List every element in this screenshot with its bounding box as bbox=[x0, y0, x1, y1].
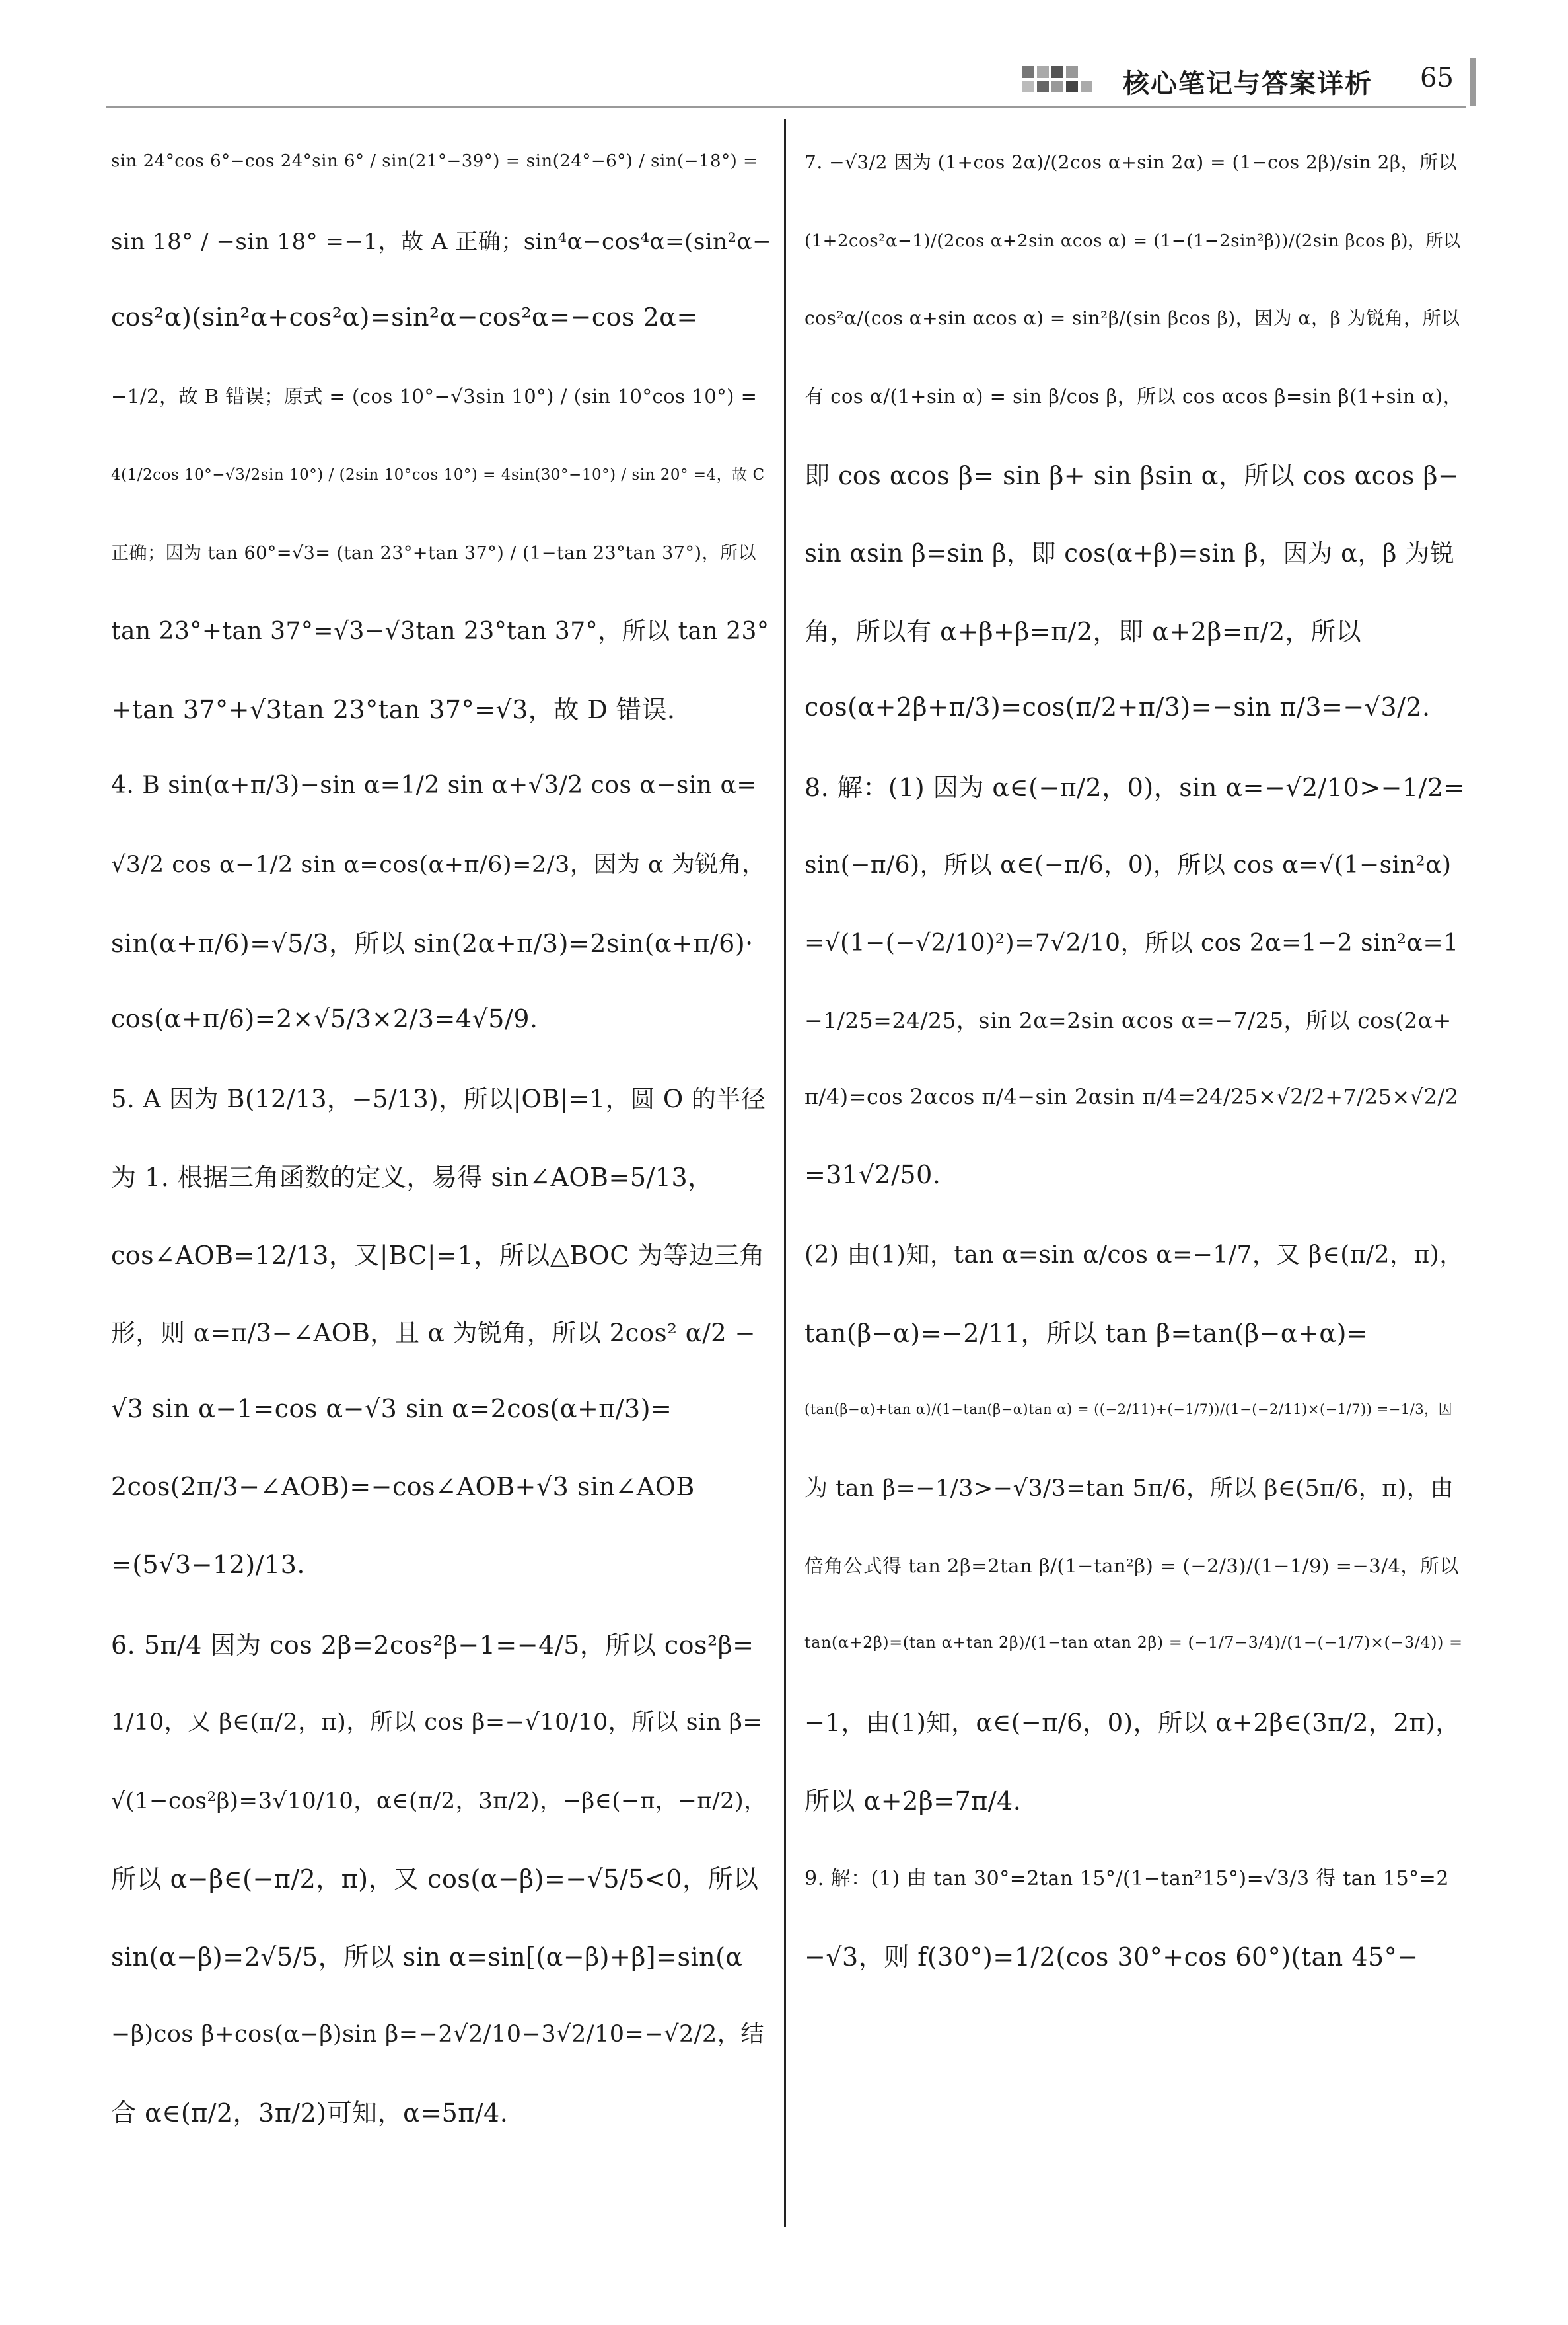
text-line: −1，由(1)知，α∈(−π/6，0)，所以 α+2β∈(3π/2，2π)， bbox=[804, 1709, 1460, 1737]
text-line: √3/2 cos α−1/2 sin α=cos(α+π/6)=2/3，因为 α 为锐角， bbox=[111, 852, 766, 878]
text-line: sin αsin β=sin β，即 cos(α+β)=sin β，因为 α，β 为锐 bbox=[804, 539, 1455, 568]
text-line: tan 23°+tan 37°=√3−√3tan 23°tan 37°，所以 tan 23° bbox=[111, 617, 769, 645]
text-line: sin(−π/6)，所以 α∈(−π/6，0)，所以 cos α=√(1−sin²α) bbox=[804, 851, 1452, 879]
text-line: 7. −√3/2 因为 (1+cos 2α)/(2cos α+sin 2α) = (1−cos 2β)/sin 2β，所以 bbox=[804, 151, 1458, 173]
text-line: sin(α−β)=2√5/5，所以 sin α=sin[(α−β)+β]=sin(α bbox=[111, 1942, 743, 1972]
text-line: −1/25=24/25，sin 2α=2sin αcos α=−7/25，所以 cos(2α+ bbox=[804, 1007, 1452, 1033]
right-column bbox=[804, 122, 1465, 1993]
text-line: 1/10，又 β∈(π/2，π)，所以 cos β=−√10/10，所以 sin β= bbox=[111, 1709, 763, 1736]
text-line: tan(α+2β)=(tan α+tan 2β)/(1−tan αtan 2β) = (−1/7−3/4)/(1−(−1/7)×(−3/4)) = bbox=[804, 1633, 1463, 1652]
text-line: 有 cos α/(1+sin α) = sin β/cos β，所以 cos αcos β=sin β(1+sin α)， bbox=[804, 385, 1463, 408]
text-line: 即 cos αcos β= sin β+ sin βsin α，所以 cos αcos β− bbox=[804, 461, 1460, 490]
column-divider bbox=[784, 119, 786, 2227]
page-number: 65 bbox=[1420, 63, 1454, 93]
text-line: tan(β−α)=−2/11，所以 tan β=tan(β−α+α)= bbox=[804, 1318, 1369, 1348]
left-column bbox=[111, 122, 771, 2149]
text-line: 合 α∈(π/2，3π/2)可知，α=5π/4. bbox=[111, 2098, 509, 2127]
header-title: 核心笔记与答案详析 bbox=[1123, 69, 1372, 99]
text-line: =√(1−(−√2/10)²)=7√2/10，所以 cos 2α=1−2 sin²α=1 bbox=[804, 929, 1459, 957]
text-line: 为 1. 根据三角函数的定义，易得 sin∠AOB=5/13， bbox=[111, 1162, 713, 1192]
text-line: (1+2cos²α−1)/(2cos α+2sin αcos α) = (1−(1−2sin²β))/(2sin βcos β)，所以 bbox=[804, 231, 1461, 251]
text-line: √(1−cos²β)=3√10/10，α∈(π/2，3π/2)，−β∈(−π，−π/2)， bbox=[111, 1787, 767, 1814]
text-line: √3 sin α−1=cos α−√3 sin α=2cos(α+π/3)= bbox=[111, 1394, 672, 1423]
header-logo-grid-icon bbox=[1022, 61, 1102, 100]
text-line: +tan 37°+√3tan 23°tan 37°=√3，故 D 错误. bbox=[111, 694, 676, 724]
text-line: 6. 5π/4 因为 cos 2β=2cos²β−1=−4/5，所以 cos²β= bbox=[111, 1630, 754, 1660]
text-line: sin(α+π/6)=√5/3，所以 sin(2α+π/3)=2sin(α+π/6)· bbox=[111, 928, 754, 958]
text-line: 正确；因为 tan 60°=√3= (tan 23°+tan 37°) / (1−tan 23°tan 37°)，所以 bbox=[111, 542, 756, 564]
text-line: =31√2/50. bbox=[804, 1160, 941, 1189]
text-line: sin 18° / −sin 18° =−1，故 A 正确；sin⁴α−cos⁴α=(sin²α− bbox=[111, 228, 771, 255]
text-line: 所以 α−β∈(−π/2，π)，又 cos(α−β)=−√5/5<0，所以 bbox=[111, 1864, 759, 1894]
text-line: 5. A 因为 B(12/13，−5/13)，所以|OB|=1，圆 O 的半径 bbox=[111, 1085, 766, 1113]
text-line: cos²α)(sin²α+cos²α)=sin²α−cos²α=−cos 2α= bbox=[111, 303, 698, 332]
text-line: 倍角公式得 tan 2β=2tan β/(1−tan²β) = (−2/3)/(1−1/9) =−3/4，所以 bbox=[804, 1554, 1459, 1577]
text-line: cos²α/(cos α+sin αcos α) = sin²β/(sin βcos β)，因为 α，β 为锐角，所以 bbox=[804, 307, 1460, 329]
text-line: 8. 解：(1) 因为 α∈(−π/2，0)，sin α=−√2/10>−1/2= bbox=[804, 772, 1465, 802]
text-line: cos∠AOB=12/13，又|BC|=1，所以△BOC 为等边三角 bbox=[111, 1240, 765, 1270]
text-line: −√3，则 f(30°)=1/2(cos 30°+cos 60°)(tan 45°− bbox=[804, 1942, 1419, 1972]
text-line: 形，则 α=π/3−∠AOB，且 α 为锐角，所以 2cos² α/2 − bbox=[111, 1319, 756, 1347]
text-line: 为 tan β=−1/3>−√3/3=tan 5π/6，所以 β∈(5π/6，π)，由 bbox=[804, 1475, 1454, 1502]
text-line: sin 24°cos 6°−cos 24°sin 6° / sin(21°−39°) = sin(24°−6°) / sin(−18°) = bbox=[111, 151, 758, 171]
text-line: =(5√3−12)/13. bbox=[111, 1550, 305, 1579]
text-line: cos(α+π/6)=2×√5/3×2/3=4√5/9. bbox=[111, 1004, 538, 1033]
text-line: cos(α+2β+π/3)=cos(π/2+π/3)=−sin π/3=−√3/2. bbox=[804, 692, 1431, 721]
text-line: (tan(β−α)+tan α)/(1−tan(β−α)tan α) = ((−2/11)+(−1/7))/(1−(−2/11)×(−1/7)) =−1/3，因 bbox=[804, 1401, 1453, 1417]
text-line: 4. B sin(α+π/3)−sin α=1/2 sin α+√3/2 cos α−sin α= bbox=[111, 771, 757, 799]
text-line: 9. 解：(1) 由 tan 30°=2tan 15°/(1−tan²15°)=√3/3 得 tan 15°=2 bbox=[804, 1867, 1449, 1890]
text-line: 2cos(2π/3−∠AOB)=−cos∠AOB+√3 sin∠AOB bbox=[111, 1472, 695, 1501]
header-side-bar bbox=[1470, 58, 1476, 106]
text-line: −1/2，故 B 错误；原式 = (cos 10°−√3sin 10°) / (sin 10°cos 10°) = bbox=[111, 385, 758, 408]
text-line: 角，所以有 α+β+β=π/2，即 α+2β=π/2，所以 bbox=[804, 616, 1362, 646]
text-line: 所以 α+2β=7π/4. bbox=[804, 1786, 1022, 1816]
header-rule bbox=[106, 106, 1466, 108]
text-line: 4(1/2cos 10°−√3/2sin 10°) / (2sin 10°cos 10°) = 4sin(30°−10°) / sin 20° =4，故 C bbox=[111, 466, 765, 484]
text-line: π/4)=cos 2αcos π/4−sin 2αsin π/4=24/25×√2/2+7/25×√2/2 bbox=[804, 1084, 1459, 1109]
text-line: −β)cos β+cos(α−β)sin β=−2√2/10−3√2/10=−√2/2，结 bbox=[111, 2021, 764, 2048]
text-line: (2) 由(1)知，tan α=sin α/cos α=−1/7，又 β∈(π/2，π)， bbox=[804, 1241, 1464, 1269]
